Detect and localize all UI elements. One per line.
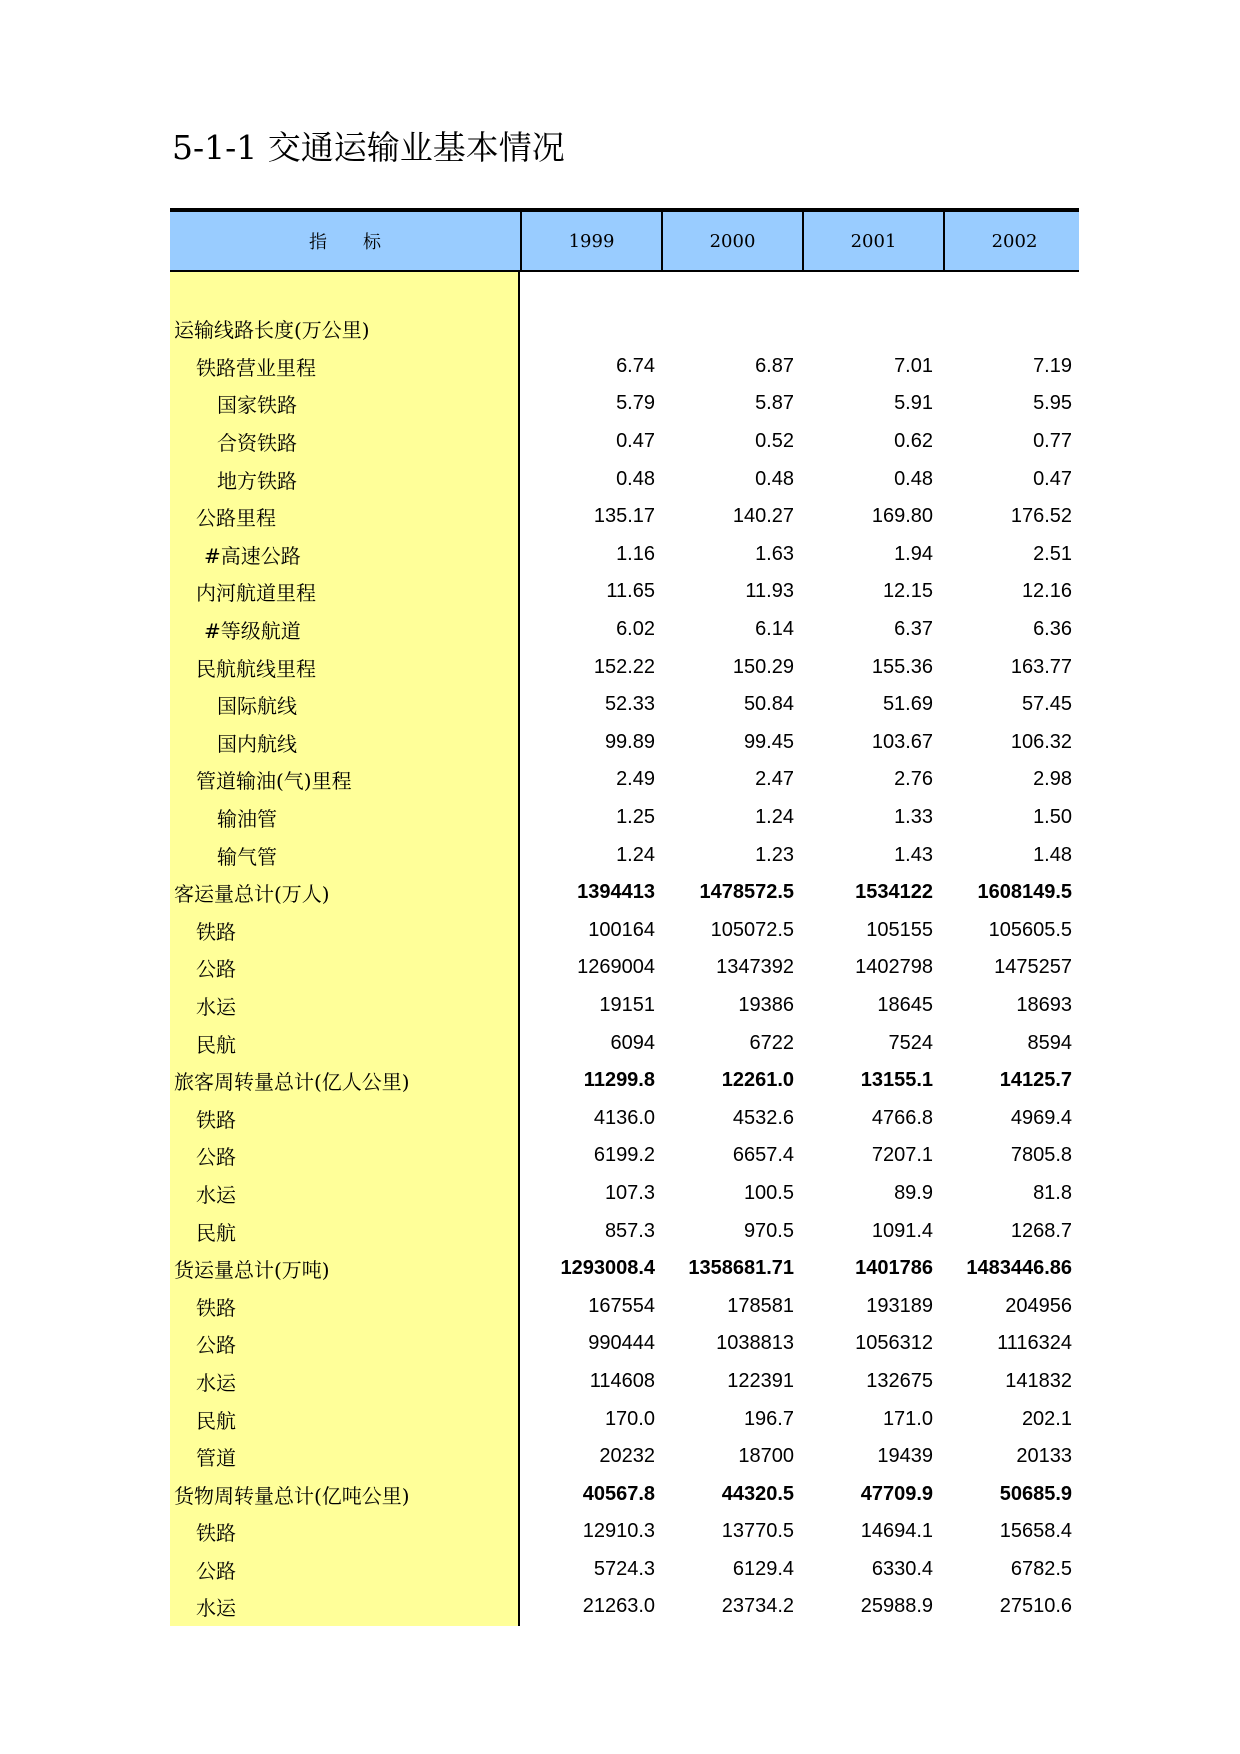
value-cell-2002: 2.51 [1033,542,1072,565]
header-year-2000: 2000 [661,212,802,270]
value-cell-1999: 11.65 [606,580,655,603]
value-cell-2001: 6.37 [894,618,933,641]
table-row [170,460,1079,498]
value-cell-1999: 1269004 [577,956,655,979]
value-cell-1999: 0.47 [616,430,655,453]
table-row [170,1287,1079,1325]
row-label: 合资铁路 [170,423,520,461]
value-cell-2000: 105072.5 [710,918,794,941]
row-label: 铁路 [170,1513,520,1551]
value-cell-2000: 12261.0 [721,1069,794,1092]
table-row [170,611,1079,649]
value-cell-2002: 2.98 [1033,768,1072,791]
header-year-1999: 1999 [520,212,661,270]
value-cell-2000: 6657.4 [732,1144,794,1167]
row-label: 国际航线 [170,686,520,724]
value-cell-1999: 0.48 [616,467,655,490]
value-cell-1999: 170.0 [604,1407,655,1430]
value-cell-2001: 193189 [866,1294,933,1317]
value-cell-2001: 7.01 [894,354,933,377]
row-label: 水运 [170,1588,520,1626]
value-cell-2002: 15658.4 [999,1520,1072,1543]
table-row [170,799,1079,837]
table-row [170,1212,1079,1250]
value-cell-2000: 19386 [738,993,794,1016]
value-cell-2001: 1.94 [894,542,933,565]
value-cell-1999: 100164 [588,918,655,941]
value-cell-2000: 0.48 [755,467,794,490]
table-row [170,385,1079,423]
value-cell-2000: 1347392 [716,956,794,979]
value-cell-2000: 1.24 [755,806,794,829]
table-row [170,836,1079,874]
value-cell-2001: 18645 [877,993,933,1016]
header-year-2002: 2002 [943,212,1084,270]
value-cell-2001: 14694.1 [860,1520,933,1543]
value-cell-2000: 1358681.71 [688,1257,794,1280]
value-cell-2002: 0.77 [1033,430,1072,453]
row-label: 水运 [170,1175,520,1213]
value-cell-2000: 150.29 [732,655,794,678]
value-cell-2000: 122391 [727,1369,794,1392]
value-cell-2002: 1.48 [1033,843,1072,866]
value-cell-2001: 171.0 [882,1407,933,1430]
row-label: 输气管 [170,836,520,874]
table-row [170,1363,1079,1401]
page-title: 5-1-1 交通运输业基本情况 [172,128,565,167]
value-cell-2000: 1.63 [755,542,794,565]
table-row [170,423,1079,461]
row-label: 内河航道里程 [170,573,520,611]
table-row [170,1588,1079,1626]
value-cell-2002: 1268.7 [1010,1219,1072,1242]
value-cell-2002: 6782.5 [1010,1557,1072,1580]
value-cell-2000: 6.14 [755,618,794,641]
value-cell-2001: 89.9 [894,1181,933,1204]
table-row [170,573,1079,611]
value-cell-2001: 5.91 [894,392,933,415]
value-cell-2002: 8594 [1027,1031,1072,1054]
value-cell-2000: 13770.5 [721,1520,794,1543]
row-label: 管道输油(气)里程 [170,761,520,799]
table-row [170,1438,1079,1476]
table-row [170,498,1079,536]
value-cell-2002: 50685.9 [999,1482,1072,1505]
table-row [170,1513,1079,1551]
value-cell-2000: 1038813 [716,1332,794,1355]
table-body [170,272,1079,1626]
value-cell-1999 [520,310,659,348]
value-cell-2000: 11.93 [745,580,794,603]
value-cell-2002: 176.52 [1010,505,1072,528]
value-cell-2000: 99.45 [743,730,794,753]
value-cell-2002: 0.47 [1033,467,1072,490]
value-cell-2001: 1056312 [855,1332,933,1355]
value-cell-2002: 5.95 [1033,392,1072,415]
value-cell-1999: 5.79 [616,392,655,415]
row-label: 运输线路长度(万公里) [170,310,520,348]
value-cell-2002: 105605.5 [988,918,1072,941]
row-label: 货运量总计(万吨) [170,1250,520,1288]
value-cell-2002: 7805.8 [1010,1144,1072,1167]
value-cell-1999: 20232 [599,1445,655,1468]
row-label: 水运 [170,987,520,1025]
value-cell-1999: 990444 [588,1332,655,1355]
value-cell-2002: 1.50 [1033,806,1072,829]
table-row [170,1325,1079,1363]
value-cell-2000: 100.5 [743,1181,794,1204]
table-header [170,208,1079,272]
table-row [170,874,1079,912]
value-cell-2001: 13155.1 [860,1069,933,1092]
value-cell-2002: 163.77 [1010,655,1072,678]
value-cell-2000: 6129.4 [732,1557,794,1580]
table-row [170,761,1079,799]
value-cell-2002: 20133 [1016,1445,1072,1468]
value-cell-2001: 7207.1 [871,1144,933,1167]
value-cell-2001: 0.62 [894,430,933,453]
value-cell-2002: 202.1 [1021,1407,1072,1430]
value-cell-2000: 23734.2 [721,1595,794,1618]
value-cell-1999: 857.3 [604,1219,655,1242]
value-cell-2002: 4969.4 [1010,1106,1072,1129]
table-row [170,1175,1079,1213]
value-cell-2000: 1.23 [755,843,794,866]
value-cell-2001: 169.80 [871,505,933,528]
value-cell-2001: 7524 [888,1031,933,1054]
value-cell-2002: 6.36 [1033,618,1072,641]
value-cell-2001: 2.76 [894,768,933,791]
row-label: 客运量总计(万人) [170,874,520,912]
table-row [170,912,1079,950]
value-cell-2002: 1608149.5 [977,881,1072,904]
value-cell-2002: 57.45 [1021,693,1072,716]
row-label: 铁路 [170,1287,520,1325]
value-cell-2001: 132675 [866,1369,933,1392]
value-cell-1999: 1394413 [577,881,655,904]
value-cell-1999: 114608 [589,1369,655,1392]
table-row [170,1137,1079,1175]
value-cell-2002: 7.19 [1033,354,1072,377]
row-label: 铁路 [170,1099,520,1137]
value-cell-1999: 1293008.4 [560,1257,655,1280]
value-cell-1999: 4136.0 [593,1106,655,1129]
value-cell-2001: 1091.4 [871,1219,933,1242]
value-cell-1999: 6199.2 [593,1144,655,1167]
row-label: 公路 [170,1137,520,1175]
value-cell-2001: 1401786 [855,1257,933,1280]
value-cell-2001: 1.43 [894,843,933,866]
row-label: 公路 [170,1325,520,1363]
value-cell-2002: 1475257 [994,956,1072,979]
value-cell-2002: 18693 [1016,993,1072,1016]
value-cell-1999: 21263.0 [582,1595,655,1618]
value-cell-1999: 1.25 [616,806,655,829]
spacer-label-cell [170,272,520,310]
value-cell-2001: 12.15 [882,580,933,603]
row-label: 地方铁路 [170,460,520,498]
value-cell-2000: 970.5 [743,1219,794,1242]
value-cell-2002: 1116324 [997,1332,1072,1355]
table-row [170,949,1079,987]
value-cell-1999: 167554 [588,1294,655,1317]
value-cell-2002: 12.16 [1021,580,1072,603]
row-label: 公路里程 [170,498,520,536]
value-cell-1999: 2.49 [616,768,655,791]
spacer-row [170,272,1079,310]
value-cell-2000: 6.87 [755,354,794,377]
table-row [170,1099,1079,1137]
value-cell-2000: 44320.5 [721,1482,794,1505]
value-cell-1999: 11299.8 [583,1069,655,1092]
row-label: 输油管 [170,799,520,837]
value-cell-1999: 6.02 [616,618,655,641]
table-row [170,1475,1079,1513]
value-cell-1999: 19151 [599,993,655,1016]
value-cell-2000: 196.7 [743,1407,794,1430]
value-cell-2001: 47709.9 [860,1482,933,1505]
value-cell-2002: 141832 [1005,1369,1072,1392]
value-cell-2000: 140.27 [732,505,794,528]
row-label: 民航 [170,1212,520,1250]
value-cell-2001: 155.36 [871,655,933,678]
table-row [170,536,1079,574]
value-cell-2001: 1402798 [855,956,933,979]
value-cell-2000 [659,310,798,348]
value-cell-2000: 50.84 [743,693,794,716]
header-indicator: 指 标 [309,232,381,253]
value-cell-2002: 1483446.86 [966,1257,1072,1280]
table-row [170,724,1079,762]
table-row [170,987,1079,1025]
row-label: 旅客周转量总计(亿人公里) [170,1062,520,1100]
row-label: 货物周转量总计(亿吨公里) [170,1475,520,1513]
row-label: 民航 [170,1024,520,1062]
value-cell-2000: 5.87 [755,392,794,415]
value-cell-2002 [937,310,1076,348]
table-row [170,1551,1079,1589]
value-cell-2000: 4532.6 [732,1106,794,1129]
row-label: 铁路营业里程 [170,348,520,386]
table-row [170,1024,1079,1062]
table-row [170,1400,1079,1438]
value-cell-2001: 25988.9 [860,1595,933,1618]
value-cell-1999: 107.3 [604,1181,655,1204]
statistics-table [170,208,1079,1626]
row-label: 公路 [170,949,520,987]
value-cell-2002: 106.32 [1010,730,1072,753]
table-row [170,1250,1079,1288]
value-cell-2000: 0.52 [755,430,794,453]
value-cell-1999: 5724.3 [593,1557,655,1580]
value-cell-2000: 178581 [727,1294,794,1317]
table-row [170,648,1079,686]
row-label: #等级航道 [170,611,520,649]
value-cell-2000: 6722 [749,1031,794,1054]
value-cell-2001: 6330.4 [871,1557,933,1580]
value-cell-2002: 27510.6 [999,1595,1072,1618]
value-cell-2000: 2.47 [755,768,794,791]
value-cell-2001: 105155 [866,918,933,941]
value-cell-2001: 51.69 [882,693,933,716]
value-cell-2001: 103.67 [871,730,933,753]
value-cell-1999: 1.16 [616,542,655,565]
table-row [170,1062,1079,1100]
row-label: 国内航线 [170,724,520,762]
value-cell-1999: 135.17 [593,505,655,528]
table-row [170,310,1079,348]
value-cell-1999: 40567.8 [582,1482,655,1505]
value-cell-2000: 1478572.5 [699,881,794,904]
value-cell-1999: 1.24 [616,843,655,866]
row-label: 公路 [170,1551,520,1589]
row-label: 民航航线里程 [170,648,520,686]
value-cell-2002: 14125.7 [999,1069,1072,1092]
row-label: 铁路 [170,912,520,950]
value-cell-2000: 18700 [738,1445,794,1468]
row-label: 管道 [170,1438,520,1476]
value-cell-1999: 99.89 [604,730,655,753]
value-cell-2001 [798,310,937,348]
value-cell-1999: 12910.3 [582,1520,655,1543]
row-label: 国家铁路 [170,385,520,423]
table-row [170,686,1079,724]
row-label: #高速公路 [170,536,520,574]
value-cell-2002: 81.8 [1033,1181,1072,1204]
value-cell-2001: 19439 [877,1445,933,1468]
header-year-2001: 2001 [802,212,943,270]
value-cell-2001: 1534122 [855,881,933,904]
value-cell-2001: 1.33 [894,806,933,829]
value-cell-1999: 6.74 [616,354,655,377]
value-cell-1999: 152.22 [593,655,655,678]
value-cell-2001: 0.48 [894,467,933,490]
value-cell-1999: 6094 [610,1031,655,1054]
value-cell-2001: 4766.8 [871,1106,933,1129]
value-cell-2002: 204956 [1005,1294,1072,1317]
table-row [170,348,1079,386]
row-label: 民航 [170,1400,520,1438]
value-cell-1999: 52.33 [604,693,655,716]
row-label: 水运 [170,1363,520,1401]
